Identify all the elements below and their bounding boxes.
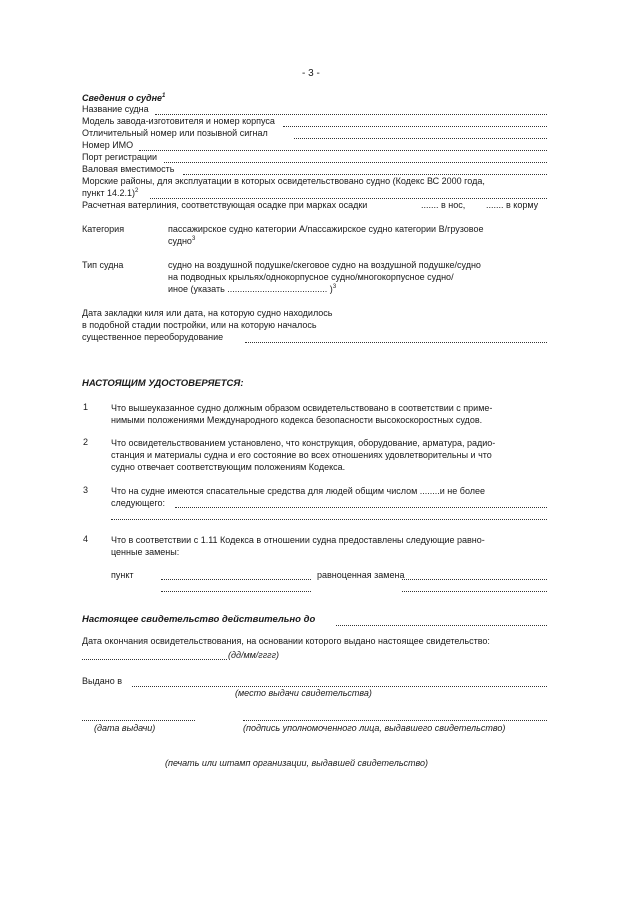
issue-date-field[interactable] [82,720,195,721]
waterline-bow[interactable]: ....... в нос, [421,200,466,210]
footnote-mark: 2 [135,188,139,194]
item-line: следующего: [111,498,165,508]
equivalent-field[interactable] [402,579,547,580]
sea-areas-field[interactable] [150,198,547,199]
item-line: Что в соответствии с 1.11 Кодекса в отношении судна предоставлены следующие равно- [111,535,485,545]
date-format-hint: (дд/мм/гггг) [228,650,280,660]
point-label: пункт [111,570,134,580]
footnote-mark: 3 [191,236,196,242]
certify-item-1 [111,402,492,426]
port-of-registry-field[interactable] [164,162,547,163]
ship-type-options: судно на воздушной подушке/скеговое судно на воздушной подушке/судно [168,260,481,270]
place-of-issue-field[interactable] [132,686,547,687]
shipyard-model-label: Модель завода-изготовителя и номер корпуса [82,116,275,126]
date-caption: (дата выдачи) [94,723,156,733]
validity-label: Настоящее свидетельство действительно до [82,614,316,625]
ship-type-other [168,284,336,294]
item-number: 3 [83,485,89,495]
equivalent-field-2[interactable] [402,591,547,592]
waterline-label: Расчетная ватерлиния, соответствующая осадке при марках осадки [82,200,368,210]
equivalent-label: равноценная замена [317,570,405,580]
category-options: пассажирское судно категории A/пассажирское судно категории B/грузовое [168,224,484,234]
category-options-cont [168,236,195,246]
sea-areas-label: Морские районы, для эксплуатации в которых освидетельствовано судно (Кодекс ВС 2000 года, [82,176,485,186]
keel-date-label-3: существенное переоборудование [82,332,224,342]
imo-number-label: Номер ИМО [82,140,134,150]
point-field[interactable] [161,579,311,580]
certify-item-3 [111,485,485,509]
category-options-line2: судно [168,236,192,246]
item-number: 1 [83,402,89,412]
ship-type-other-text[interactable]: иное (указать ........................................ ) [168,284,333,294]
survey-end-label: Дата окончания освидетельствования, на основании которого выдано настоящее свидетельство: [82,636,490,646]
certify-heading: НАСТОЯЩИМ УДОСТОВЕРЯЕТСЯ: [82,378,244,389]
imo-number-field[interactable] [139,150,547,151]
ship-type-label: Тип судна [82,260,124,270]
footnote-mark: 3 [332,284,337,290]
point-field-2[interactable] [161,591,311,592]
ship-info-heading-text: Сведения о судне [82,93,163,103]
item-line: нимыми положениями Международного кодекса безопасности высокоскоростных судов. [111,415,483,425]
item-line: Что на судне имеются спасательные средства для людей общим числом ........и не более [111,486,486,496]
signature-caption: (подпись уполномоченного лица, выдавшего свидетельство) [243,723,506,733]
item-line: Что вышеуказанное судно должным образом освидетельствовано в соответствии с приме- [111,403,493,413]
footnote-mark: 1 [162,93,166,99]
item-line: Что освидетельствованием установлено, что конструкция, оборудование, арматура, радио- [111,438,496,448]
shipyard-model-field[interactable] [283,126,547,127]
life-saving-details-field-2[interactable] [111,519,547,520]
keel-date-label-2: в подобной стадии постройки, или на которую началось [82,320,317,330]
ship-info-heading [82,93,165,103]
item-number: 4 [83,534,89,544]
page-number: - 3 - [302,68,320,79]
keel-date-field[interactable] [245,342,547,343]
ship-type-options-2: на подводных крыльях/однокорпусное судно/многокорпусное судно/ [168,272,454,282]
call-sign-field[interactable] [294,138,547,139]
category-label: Категория [82,224,125,234]
item-line: судно отвечает соответствующим положениям Кодекса. [111,462,346,472]
certify-item-2 [111,437,495,473]
certify-item-4 [111,534,485,558]
issued-at-label: Выдано в [82,676,122,686]
ship-name-field[interactable] [155,114,547,115]
keel-date-label: Дата закладки киля или дата, на которую судно находилось [82,308,333,318]
waterline-stern[interactable]: ....... в корму [486,200,539,210]
call-sign-label: Отличительный номер или позывной сигнал [82,128,268,138]
sea-areas-label-line2: пункт 14.2.1) [82,188,136,198]
item-line: станция и материалы судна и его состояние во всех отношениях удовлетворительны и что [111,450,492,460]
item-number: 2 [83,437,89,447]
place-caption: (место выдачи свидетельства) [235,688,372,698]
port-of-registry-label: Порт регистрации [82,152,158,162]
item-line: ценные замены: [111,547,180,557]
gross-tonnage-field[interactable] [183,174,547,175]
seal-caption: (печать или штамп организации, выдавшей свидетельство) [165,758,429,768]
survey-end-date-field[interactable] [82,659,227,660]
life-saving-details-field[interactable] [175,507,547,508]
validity-date-field[interactable] [336,625,547,626]
sea-areas-label-cont [82,188,138,198]
ship-name-label: Название судна [82,104,149,114]
signature-field[interactable] [243,720,547,721]
gross-tonnage-label: Валовая вместимость [82,164,175,174]
